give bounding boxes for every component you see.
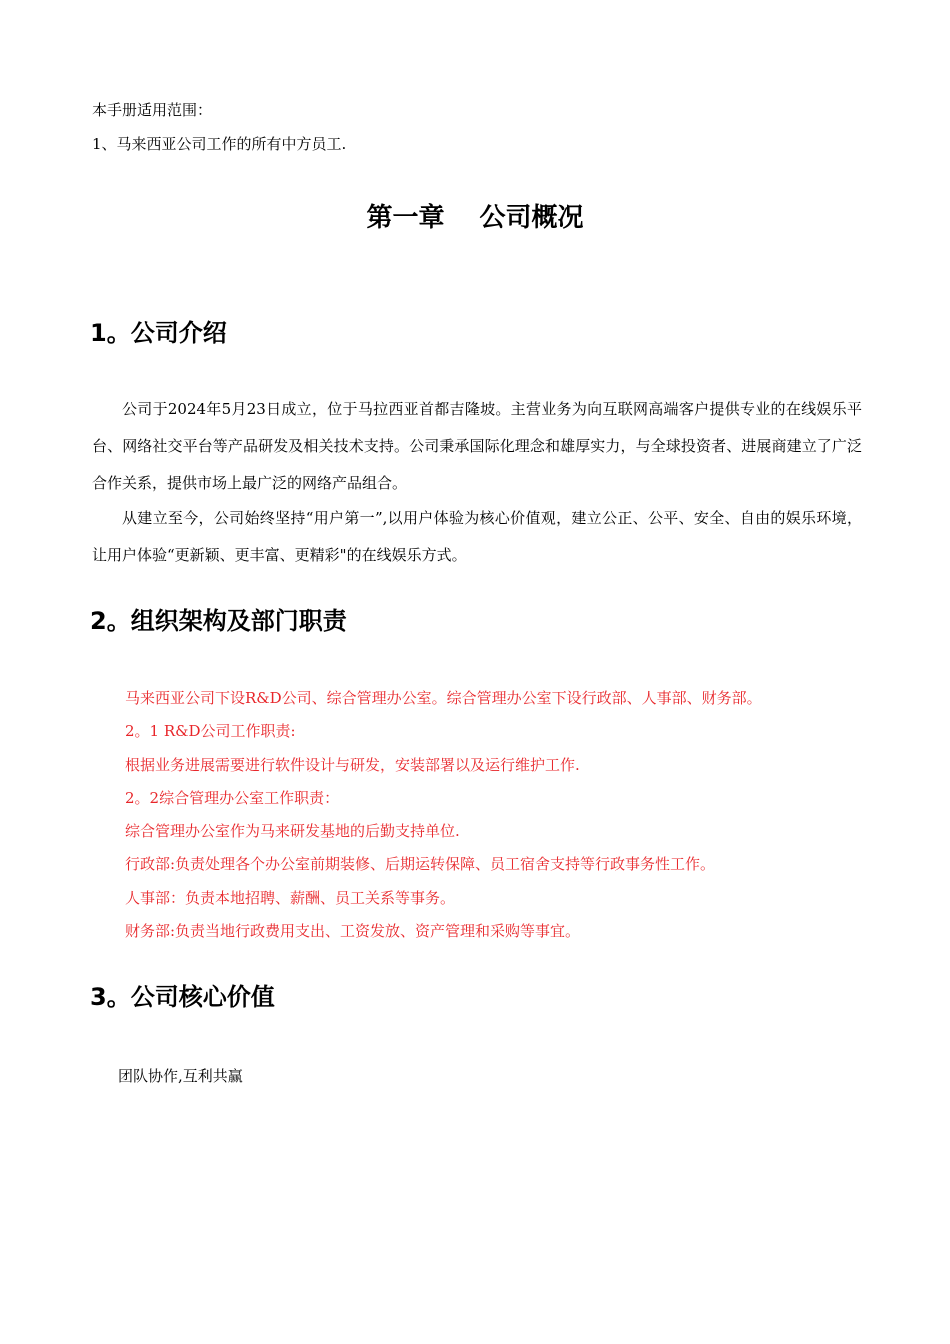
core-value-text: 团队协作,互利共赢	[118, 1067, 243, 1085]
chapter-title: 第一章 公司概况	[366, 203, 584, 233]
organization-duties-list	[125, 682, 762, 948]
intro-paragraph: 公司于2024年5月23日成立，位于马拉西亚首都吉隆坡。主营业务为向互联网高端客户提供专业的在线娱乐平台、网络社交平台等产品研发及相关技术支持。公司秉承国际化理念和雄厚实力，与全球投资者、进展商建立了广泛合作关系，提供市场上最广泛的网络产品组合。	[92, 400, 862, 492]
org-overview-line: 马来西亚公司下设R&D公司、综合管理办公室。综合管理办公室下设行政部、人事部、财务部。	[125, 689, 762, 707]
section-heading-company-intro: 1。公司介绍	[90, 319, 227, 347]
administration-dept-duties: 行政部:负责处理各个办公室前期装修、后期运转保障、员工宿舍支持等行政事务性工作。	[125, 855, 716, 874]
scope-item: 1、马来西亚公司工作的所有中方员工.	[92, 135, 347, 153]
rd-duties-text: 根据业务进展需要进行软件设计与研发，安装部署以及运行维护工作.	[125, 755, 580, 774]
rd-duties-heading: 2。1 R&D公司工作职责:	[125, 722, 296, 741]
admin-office-duties-text: 综合管理办公室作为马来研发基地的后勤支持单位.	[125, 822, 460, 841]
admin-office-duties-heading: 2。2综合管理办公室工作职责：	[125, 788, 340, 807]
hr-dept-duties: 人事部：负责本地招聘、薪酬、员工关系等事务。	[125, 888, 456, 907]
section-heading-core-values: 3。公司核心价值	[90, 983, 275, 1011]
section-heading-organization: 2。组织架构及部门职责	[90, 607, 347, 635]
finance-dept-duties: 财务部:负责当地行政费用支出、工资发放、资产管理和采购等事宜。	[125, 922, 581, 941]
scope-title: 本手册适用范围：	[92, 101, 213, 119]
intro-paragraph: 从建立至今，公司始终坚持“用户第一”,以用户体验为核心价值观，建立公正、公平、安全、自由的娱乐环境，让用户体验“更新颖、更丰富、更精彩"的在线娱乐方式。	[92, 509, 862, 564]
